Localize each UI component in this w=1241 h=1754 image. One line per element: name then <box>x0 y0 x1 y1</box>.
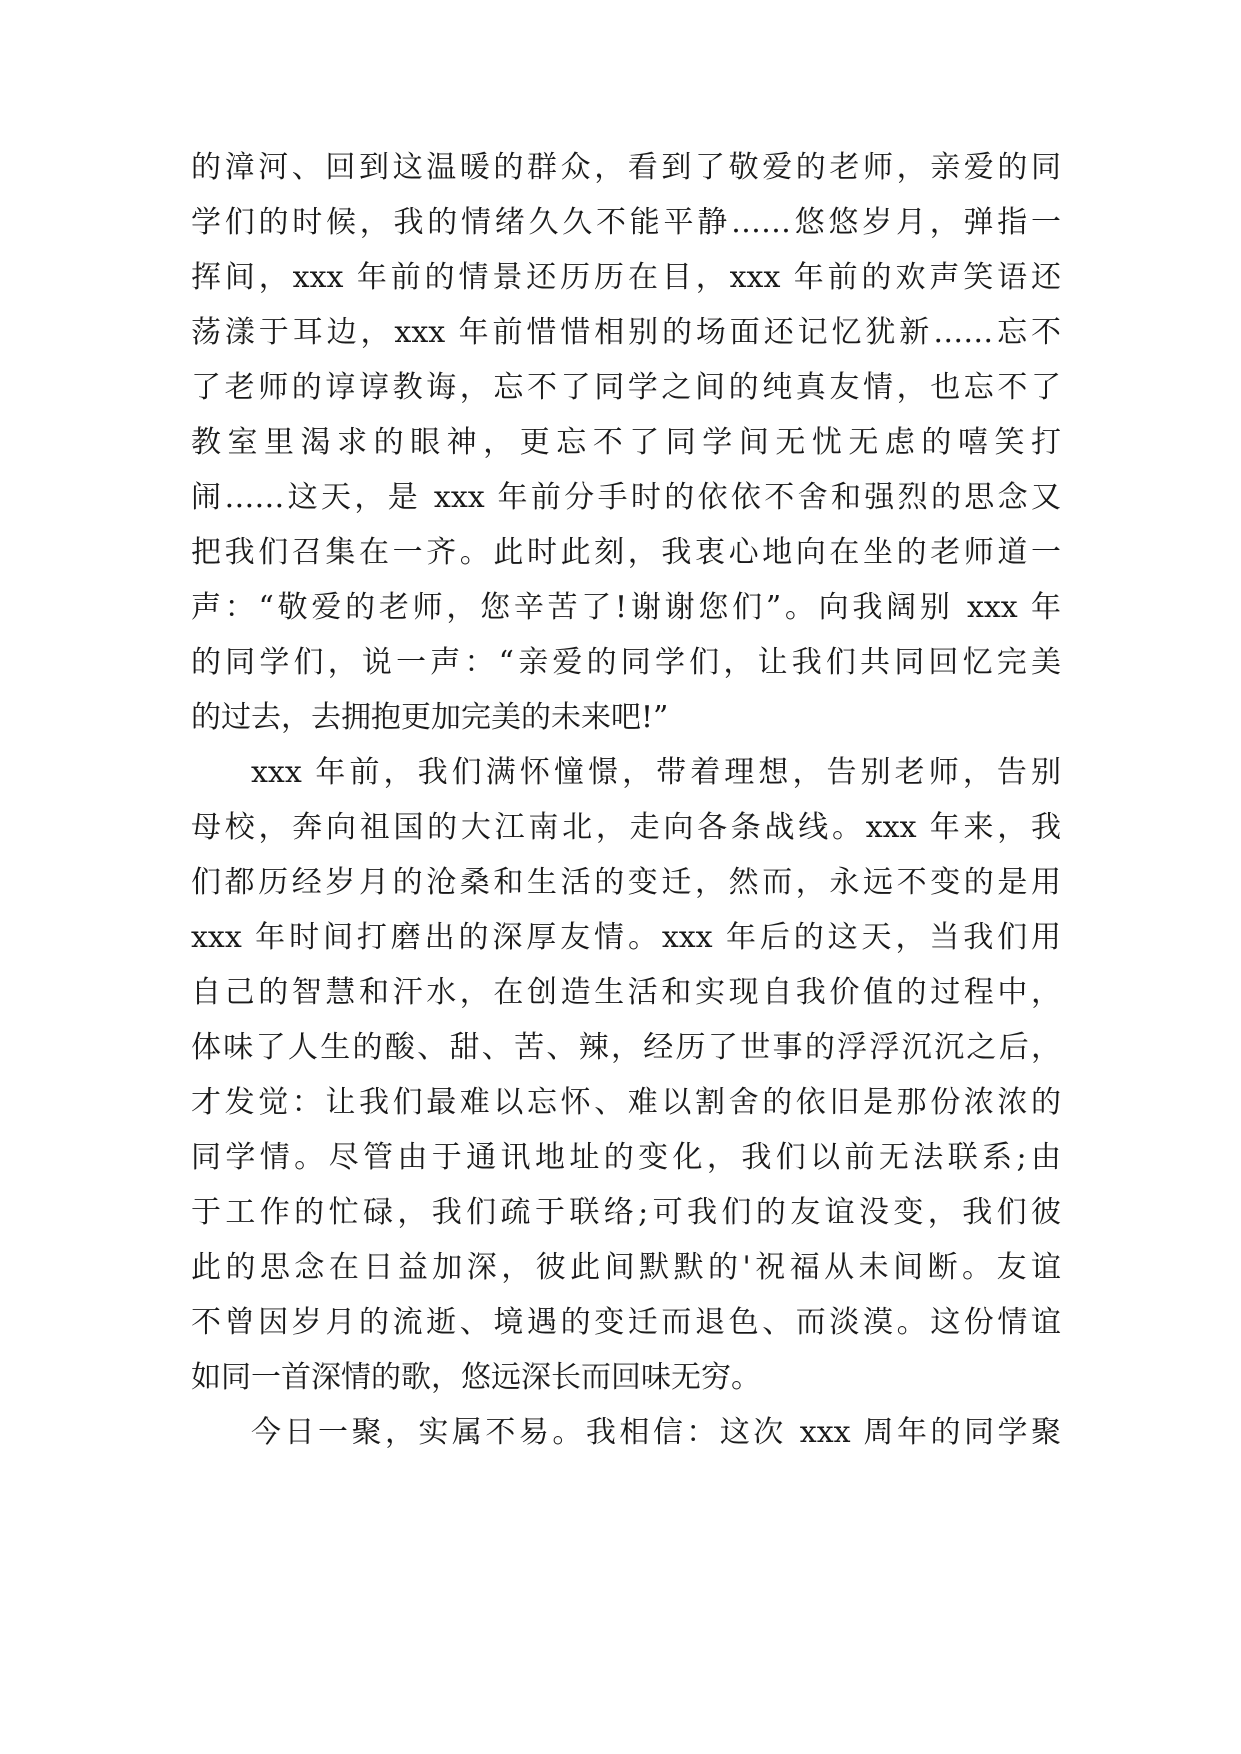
text-line: 了老师的谆谆教诲，忘不了同学之间的纯真友情，也忘不了 <box>191 370 1061 405</box>
text-line: 学们的时候，我的情绪久久不能平静……悠悠岁月，弹指一 <box>191 205 1061 240</box>
text-line: 不曾因岁月的流逝、境遇的变迁而退色、而淡漠。这份情谊 <box>191 1305 1061 1340</box>
text-line: 母校，奔向祖国的大江南北，走向各条战线。xxx 年来，我 <box>191 810 1061 845</box>
text-line: 把我们召集在一齐。此时此刻，我衷心地向在坐的老师道一 <box>191 535 1061 570</box>
text-line: 的漳河、回到这温暖的群众，看到了敬爱的老师，亲爱的同 <box>191 150 1061 185</box>
text-line: 此的思念在日益加深，彼此间默默的'祝福从未间断。友谊 <box>191 1250 1061 1285</box>
text-line: 挥间，xxx 年前的情景还历历在目，xxx 年前的欢声笑语还 <box>191 260 1061 295</box>
text-line: 自己的智慧和汗水，在创造生活和实现自我价值的过程中， <box>191 975 1061 1010</box>
text-line: 同学情。尽管由于通讯地址的变化，我们以前无法联系;由 <box>191 1140 1061 1175</box>
paragraph-first-line: 今日一聚，实属不易。我相信：这次 xxx 周年的同学聚 <box>251 1415 1061 1450</box>
text-line: 如同一首深情的歌，悠远深长而回味无穷。 <box>191 1360 761 1395</box>
text-line: xxx 年时间打磨出的深厚友情。xxx 年后的这天，当我们用 <box>191 920 1061 955</box>
text-line: 们都历经岁月的沧桑和生活的变迁，然而，永远不变的是用 <box>191 865 1061 900</box>
paragraph-first-line: xxx 年前，我们满怀憧憬，带着理想，告别老师，告别 <box>251 755 1061 790</box>
text-line: 才发觉：让我们最难以忘怀、难以割舍的依旧是那份浓浓的 <box>191 1085 1061 1120</box>
text-line: 声：“敬爱的老师，您辛苦了!谢谢您们”。向我阔别 xxx 年 <box>191 590 1061 625</box>
text-line: 于工作的忙碌，我们疏于联络;可我们的友谊没变，我们彼 <box>191 1195 1061 1230</box>
text-line: 的过去，去拥抱更加完美的未来吧!” <box>191 700 669 735</box>
text-line: 荡漾于耳边，xxx 年前惜惜相别的场面还记忆犹新……忘不 <box>191 315 1061 350</box>
text-line: 的同学们，说一声：“亲爱的同学们，让我们共同回忆完美 <box>191 645 1061 680</box>
text-line: 闹……这天，是 xxx 年前分手时的依依不舍和强烈的思念又 <box>191 480 1061 515</box>
text-line: 教室里渴求的眼神，更忘不了同学间无忧无虑的嘻笑打 <box>191 425 1061 460</box>
text-line: 体味了人生的酸、甜、苦、辣，经历了世事的浮浮沉沉之后， <box>191 1030 1061 1065</box>
